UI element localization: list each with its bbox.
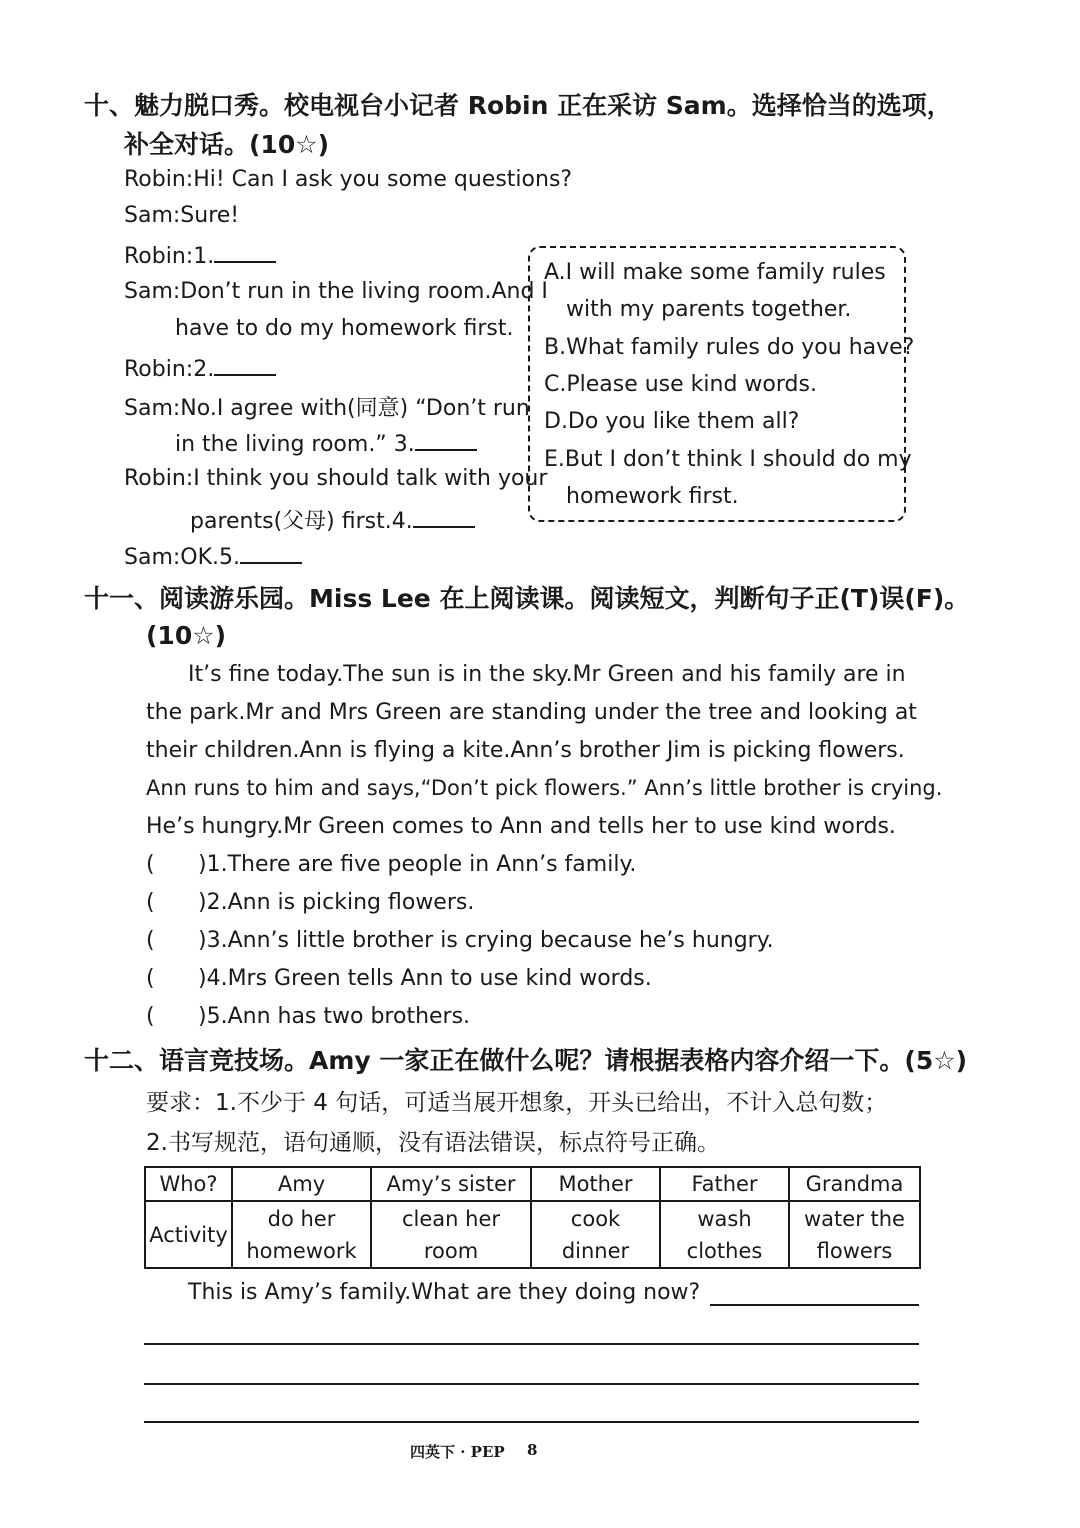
tf-bracket-1[interactable]: ( xyxy=(146,852,155,877)
option-e: E.But I don’t think I should do my xyxy=(544,447,912,472)
table-header-who: Who? xyxy=(145,1167,232,1201)
writing-line[interactable] xyxy=(710,1304,919,1306)
table-row-activity xyxy=(145,1201,920,1268)
dialogue-line: parents(父母) first.4. xyxy=(190,504,475,535)
dialogue-line: have to do my homework first. xyxy=(175,316,514,341)
table-cell-person: Amy xyxy=(232,1167,371,1201)
tf-question-1: )1.There are five people in Ann’s family. xyxy=(198,852,637,877)
dialogue-line: Sam:Sure! xyxy=(124,203,240,228)
table-cell-activity: do her homework xyxy=(232,1201,371,1268)
page-number: 8 xyxy=(527,1441,538,1459)
answer-blank-3[interactable] xyxy=(415,429,477,451)
table-cell-person: Mother xyxy=(531,1167,660,1201)
table-header-activity: Activity xyxy=(145,1201,232,1268)
tf-question-2: )2.Ann is picking flowers. xyxy=(198,890,475,915)
family-activity-table xyxy=(144,1166,921,1269)
requirement-2: 2.书写规范，语句通顺，没有语法错误，标点符号正确。 xyxy=(146,1130,720,1156)
answer-blank-4[interactable] xyxy=(413,506,475,528)
table-cell-person: Grandma xyxy=(789,1167,920,1201)
writing-line[interactable] xyxy=(144,1383,919,1385)
answer-blank-2[interactable] xyxy=(214,354,276,376)
table-cell-activity: water the flowers xyxy=(789,1201,920,1268)
option-e-cont: homework first. xyxy=(566,484,739,509)
dialogue-line: Sam:No.I agree with(同意) “Don’t run xyxy=(124,396,530,421)
section-12-title: 十二、语言竞技场。Amy 一家正在做什么呢？请根据表格内容介绍一下。(5☆) xyxy=(84,1046,968,1075)
table-cell-activity: cook dinner xyxy=(531,1201,660,1268)
dialogue-line: Sam:OK.5. xyxy=(124,542,302,570)
answer-blank-5[interactable] xyxy=(240,542,302,564)
table-cell-activity: clean her room xyxy=(371,1201,531,1268)
passage-line: Ann runs to him and says,“Don’t pick flowers.” Ann’s little brother is crying. xyxy=(146,776,943,800)
table-cell-person: Father xyxy=(660,1167,789,1201)
passage-line: He’s hungry.Mr Green comes to Ann and tells her to use kind words. xyxy=(146,814,896,839)
requirement-1: 要求：1.不少于 4 句话，可适当展开想象，开头已给出，不计入总句数； xyxy=(146,1090,888,1116)
tf-bracket-2[interactable]: ( xyxy=(146,890,155,915)
option-d: D.Do you like them all? xyxy=(544,409,800,434)
section-10-title-line1: 十、魅力脱口秀。校电视台小记者 Robin 正在采访 Sam。选择恰当的选项， xyxy=(84,91,952,120)
dialogue-line: Robin:1. xyxy=(124,241,276,269)
dialogue-line: Robin:2. xyxy=(124,354,276,382)
answer-blank-1[interactable] xyxy=(214,241,276,263)
option-a: A.I will make some family rules xyxy=(544,260,886,285)
writing-line[interactable] xyxy=(144,1343,919,1345)
tf-bracket-3[interactable]: ( xyxy=(146,928,155,953)
section-11-title-line2: (10☆) xyxy=(146,621,227,650)
tf-question-3: )3.Ann’s little brother is crying because he’s hungry. xyxy=(198,928,774,953)
option-c: C.Please use kind words. xyxy=(544,372,817,397)
tf-bracket-4[interactable]: ( xyxy=(146,966,155,991)
dialogue-line: in the living room.” 3. xyxy=(175,429,477,457)
table-cell-activity: wash clothes xyxy=(660,1201,789,1268)
tf-bracket-5[interactable]: ( xyxy=(146,1004,155,1029)
passage-line: their children.Ann is flying a kite.Ann’s brother Jim is picking flowers. xyxy=(146,738,905,763)
footer-book-label: 四英下 · PEP xyxy=(410,1443,505,1461)
table-cell-person: Amy’s sister xyxy=(371,1167,531,1201)
section-10-title-line2: 补全对话。(10☆) xyxy=(124,130,330,159)
passage-line: the park.Mr and Mrs Green are standing under the tree and looking at xyxy=(146,700,917,725)
writing-starter: This is Amy’s family.What are they doing now? xyxy=(188,1280,701,1305)
table-row-who xyxy=(145,1167,920,1201)
tf-question-5: )5.Ann has two brothers. xyxy=(198,1004,471,1029)
section-11-title-line1: 十一、阅读游乐园。Miss Lee 在上阅读课。阅读短文，判断句子正(T)误(F)。 xyxy=(84,584,970,613)
dialogue-line: Robin:I think you should talk with your xyxy=(124,466,548,491)
option-a-cont: with my parents together. xyxy=(566,297,852,322)
passage-line: It’s fine today.The sun is in the sky.Mr Green and his family are in xyxy=(188,662,906,687)
dialogue-line: Sam:Don’t run in the living room.And I xyxy=(124,279,548,304)
option-b: B.What family rules do you have? xyxy=(544,335,915,360)
tf-question-4: )4.Mrs Green tells Ann to use kind words. xyxy=(198,966,652,991)
dialogue-line: Robin:Hi! Can I ask you some questions? xyxy=(124,167,573,192)
writing-line[interactable] xyxy=(144,1421,919,1423)
